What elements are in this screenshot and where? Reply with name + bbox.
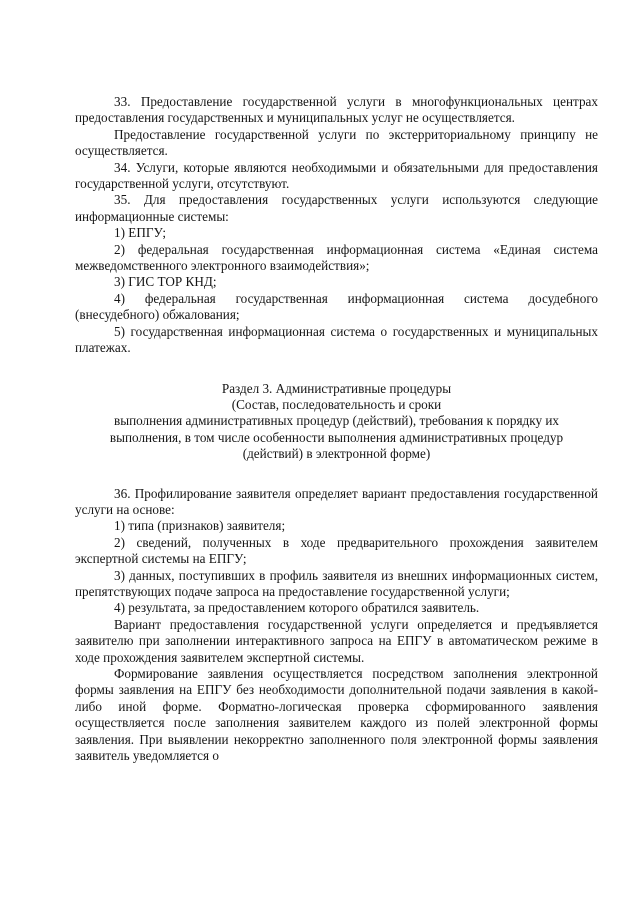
list-item: 2) сведений, полученных в ходе предварительного прохождения заявителем экспертной системы на ЕПГУ; bbox=[75, 534, 598, 567]
list-item: 1) типа (признаков) заявителя; bbox=[114, 518, 286, 534]
list-35 bbox=[75, 225, 598, 356]
paragraph-33-extraterritorial: Предоставление государственной услуги по экстерриториальному принципу не осуществляется. bbox=[75, 126, 598, 159]
list-item: 3) ГИС ТОР КНД; bbox=[114, 274, 217, 290]
list-item: 2) федеральная государственная информационная система «Единая система межведомственного электронного взаимодействия»; bbox=[75, 241, 598, 274]
spacer bbox=[75, 463, 598, 486]
paragraph-33: 33. Предоставление государственной услуги в многофункциональных центрах предоставления государственных и муниципальных услуг не осуществляется. bbox=[75, 94, 598, 126]
section-title: Раздел 3. Административные процедуры bbox=[221, 380, 452, 396]
paragraph-34: 34. Услуги, которые являются необходимыми и обязательными для предоставления государственной услуги, отсутствуют. bbox=[75, 159, 598, 192]
section-subtitle-line: (Состав, последовательность и сроки bbox=[231, 396, 442, 412]
paragraph-35: 35. Для предоставления государственных услуги используются следующие информационные системы: bbox=[75, 192, 598, 224]
list-item: 4) федеральная государственная информационная система досудебного (внесудебного) обжалования; bbox=[75, 290, 598, 323]
section-subtitle-line: выполнения административных процедур (действий), требования к порядку их bbox=[113, 413, 560, 429]
section-subtitle-line: выполнения, в том числе особенности выполнения административных процедур bbox=[109, 429, 564, 445]
list-item: 1) ЕПГУ; bbox=[114, 225, 166, 241]
paragraph-forming: Формирование заявления осуществляется посредством заполнения электронной формы заявления на ЕПГУ без необходимости дополнительной подачи заявления в какой-либо иной форме. Форматно-логическая проверка сформированного заявления осуществляется после заполнения заявителем каждого из полей электронной формы заявления. При выявлении некорректно заполненного поля электронной формы заявления заявитель уведомляется о bbox=[75, 666, 598, 764]
list-item: 5) государственная информационная система о государственных и муниципальных платежах. bbox=[75, 323, 598, 356]
list-item: 4) результата, за предоставлением которого обратился заявитель. bbox=[114, 600, 480, 616]
list-item: 3) данных, поступивших в профиль заявителя из внешних информационных систем, препятствующих подаче запроса на предоставление государственной услуги; bbox=[75, 567, 598, 599]
section-subtitle-line: (действий) в электронной форме) bbox=[242, 446, 431, 462]
section-heading bbox=[75, 381, 598, 463]
list-36 bbox=[75, 518, 598, 616]
paragraph-variant: Вариант предоставления государственной услуги определяется и предъявляется заявителю при заполнении интерактивного запроса на ЕПГУ в автоматическом режиме в ходе прохождения заявителем экспертной системы. bbox=[75, 616, 598, 665]
paragraph-36: 36. Профилирование заявителя определяет вариант предоставления государственной услуги на основе: bbox=[75, 485, 598, 517]
